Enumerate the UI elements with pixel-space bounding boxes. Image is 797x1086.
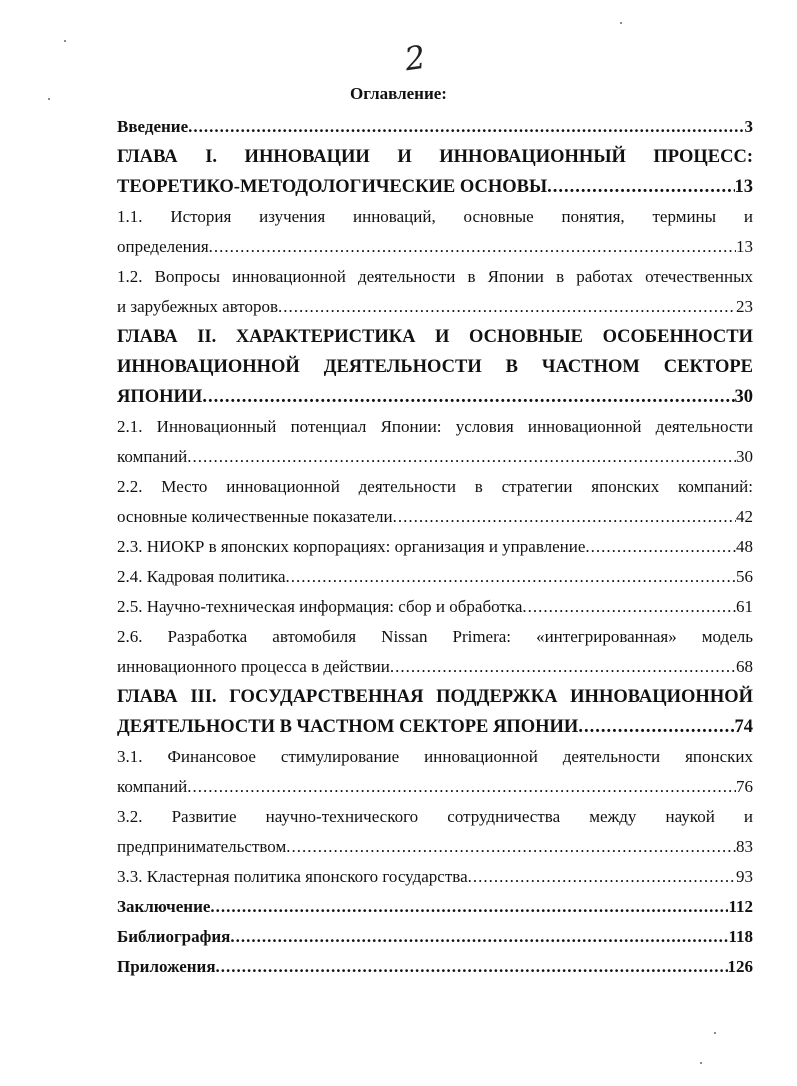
leader-dots — [585, 532, 736, 562]
toc-section-1-2[interactable] — [117, 292, 753, 322]
scan-speck — [64, 40, 66, 42]
toc-page-number: 23 — [736, 297, 753, 316]
toc-chapter-2-line-1[interactable]: ГЛАВА II. ХАРАКТЕРИСТИКА И ОСНОВНЫЕ ОСОБЕННОСТИ — [117, 327, 753, 347]
toc-section-2-3[interactable] — [117, 532, 753, 562]
toc-page-number: 76 — [736, 777, 753, 796]
toc-entry-label: основные количественные показатели — [117, 507, 393, 526]
scan-speck — [620, 22, 622, 24]
leader-dots — [188, 112, 744, 142]
toc-chapter-1[interactable] — [117, 172, 753, 202]
toc-entry-label: 3.3. Кластерная политика японского государства — [117, 867, 468, 886]
toc-entry-label: Библиография — [117, 927, 231, 946]
scan-speck — [714, 1032, 716, 1034]
toc-page-number: 13 — [734, 177, 753, 197]
toc-chapter-3[interactable] — [117, 712, 753, 742]
toc-section-3-1-line-1[interactable]: 3.1. Финансовое стимулирование инновационной деятельности японских — [117, 747, 753, 766]
leader-dots — [468, 862, 736, 892]
leader-dots — [390, 652, 736, 682]
toc-section-2-1-line-1[interactable]: 2.1. Инновационный потенциал Японии: условия инновационной деятельности — [117, 417, 753, 436]
leader-dots — [210, 892, 728, 922]
toc-section-2-6-line-1[interactable]: 2.6. Разработка автомобиля Nissan Primera: «интегрированная» модель — [117, 627, 753, 646]
toc-entry-intro[interactable] — [117, 112, 753, 142]
toc-page-number: 61 — [736, 597, 753, 616]
toc-section-3-1[interactable] — [117, 772, 753, 802]
leader-dots — [547, 172, 734, 202]
toc-entry-label: 2.4. Кадровая политика — [117, 567, 286, 586]
toc-section-2-1[interactable] — [117, 442, 753, 472]
toc-entry-label: компаний — [117, 447, 188, 466]
toc-entry-label: Введение — [117, 117, 189, 136]
toc-entry-label: компаний — [117, 777, 188, 796]
scan-speck — [48, 98, 50, 100]
leader-dots — [209, 232, 736, 262]
toc-chapter-2-line-2[interactable]: ИННОВАЦИОННОЙ ДЕЯТЕЛЬНОСТИ В ЧАСТНОМ СЕКТОРЕ — [117, 357, 753, 377]
toc-entry-label: определения — [117, 237, 209, 256]
leader-dots — [286, 832, 736, 862]
leader-dots — [522, 592, 736, 622]
leader-dots — [278, 292, 736, 322]
toc-entry-label: Заключение — [117, 897, 211, 916]
toc-page-number: 93 — [736, 867, 753, 886]
leader-dots — [202, 382, 734, 412]
toc-page-number: 13 — [736, 237, 753, 256]
leader-dots — [578, 712, 734, 742]
toc-title: Оглавление: — [350, 84, 447, 103]
toc-page-number: 74 — [734, 717, 753, 737]
toc-section-1-1[interactable] — [117, 232, 753, 262]
toc-entry-label: Приложения — [117, 957, 216, 976]
toc-entry-label: ЯПОНИИ — [117, 387, 203, 407]
toc-entry-label: 2.3. НИОКР в японских корпорациях: организация и управление — [117, 537, 586, 556]
toc-section-2-2[interactable] — [117, 502, 753, 532]
toc-page-number: 56 — [736, 567, 753, 586]
toc-section-3-2[interactable] — [117, 832, 753, 862]
leader-dots — [393, 502, 736, 532]
toc-page-number: 42 — [736, 507, 753, 526]
leader-dots — [187, 772, 736, 802]
toc-section-2-2-line-1[interactable]: 2.2. Место инновационной деятельности в стратегии японских компаний: — [117, 477, 753, 496]
toc-page-number: 112 — [728, 897, 753, 916]
toc-chapter-2[interactable] — [117, 382, 753, 412]
toc-chapter-1-line-1[interactable]: ГЛАВА I. ИННОВАЦИИ И ИННОВАЦИОННЫЙ ПРОЦЕСС: — [117, 147, 753, 167]
table-of-contents — [117, 112, 753, 982]
toc-page-number: 118 — [728, 927, 753, 946]
toc-page-number: 48 — [736, 537, 753, 556]
toc-section-1-1-line-1[interactable]: 1.1. История изучения инноваций, основные понятия, термины и — [117, 207, 753, 226]
toc-chapter-3-line-1[interactable]: ГЛАВА III. ГОСУДАРСТВЕННАЯ ПОДДЕРЖКА ИННОВАЦИОННОЙ — [117, 687, 753, 707]
toc-entry-label: ТЕОРЕТИКО-МЕТОДОЛОГИЧЕСКИЕ ОСНОВЫ — [117, 177, 548, 197]
toc-section-2-4[interactable] — [117, 562, 753, 592]
toc-page-number: 30 — [736, 447, 753, 466]
leader-dots — [216, 952, 728, 982]
scan-speck — [700, 1062, 702, 1064]
toc-section-2-6[interactable] — [117, 652, 753, 682]
toc-section-3-3[interactable] — [117, 862, 753, 892]
toc-entry-label: 2.5. Научно-техническая информация: сбор и обработка — [117, 597, 523, 616]
toc-section-2-5[interactable] — [117, 592, 753, 622]
toc-entry-label: предпринимательством — [117, 837, 287, 856]
toc-section-3-2-line-1[interactable]: 3.2. Развитие научно-технического сотрудничества между наукой и — [117, 807, 753, 826]
leader-dots — [286, 562, 736, 592]
toc-entry-label: ДЕЯТЕЛЬНОСТИ В ЧАСТНОМ СЕКТОРЕ ЯПОНИИ — [117, 717, 579, 737]
leader-dots — [187, 442, 736, 472]
toc-section-1-2-line-1[interactable]: 1.2. Вопросы инновационной деятельности в Японии в работах отечественных — [117, 267, 753, 286]
toc-entry-appendices[interactable] — [117, 952, 753, 982]
toc-page-number: 3 — [744, 117, 753, 136]
toc-page-number: 30 — [734, 387, 753, 407]
toc-page-number: 83 — [736, 837, 753, 856]
handwritten-page-number: 2 — [402, 37, 428, 79]
toc-entry-label: и зарубежных авторов — [117, 297, 279, 316]
toc-entry-bibliography[interactable] — [117, 922, 753, 952]
toc-entry-conclusion[interactable] — [117, 892, 753, 922]
leader-dots — [230, 922, 728, 952]
toc-entry-label: инновационного процесса в действии — [117, 657, 390, 676]
toc-page-number: 68 — [736, 657, 753, 676]
toc-page-number: 126 — [727, 957, 753, 976]
